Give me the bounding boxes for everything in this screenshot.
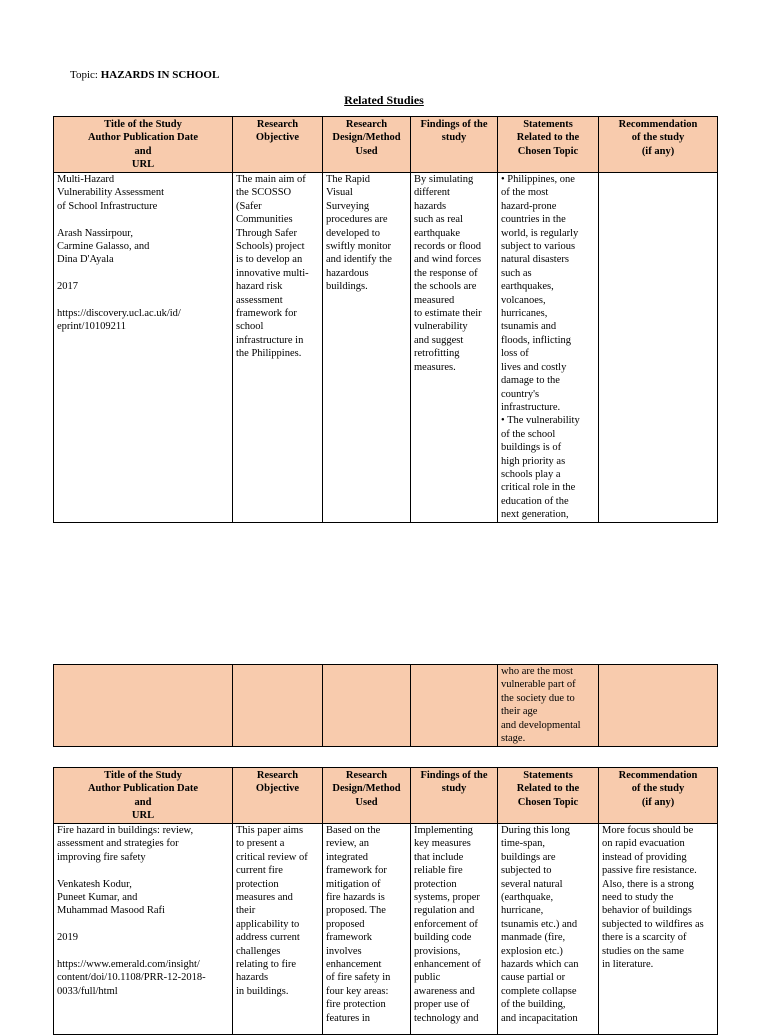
study2-findings-cell: Implementing key measures that include reliable fire protection systems, proper regulation and enforcement of building code provisions, enhancement of public awareness and proper use of technology and xyxy=(411,824,498,1035)
table-header-row xyxy=(54,768,718,824)
section-heading: Related Studies xyxy=(344,93,424,107)
study2-recommendation-cell: More focus should be on rapid evacuation instead of providing passive fire resistance. Also, there is a strong need to study the behavior of buildings subjected to wildfires as there is a scarcity of studies on the same in literature. xyxy=(599,824,718,1035)
topic-value: HAZARDS IN SCHOOL xyxy=(100,69,220,81)
table-row xyxy=(54,824,718,1035)
topic-line xyxy=(70,69,219,81)
continuation-empty-cell xyxy=(599,665,718,747)
table-row xyxy=(54,665,718,747)
study2-objective-cell: This paper aims to present a critical review of current fire protection measures and their applicability to address current challenges relating to fire hazards in buildings. xyxy=(233,824,323,1035)
header-recommendation: Recommendation of the study (if any) xyxy=(599,117,718,173)
continuation-empty-cell xyxy=(411,665,498,747)
study1-recommendation-cell xyxy=(599,173,718,523)
header-objective: Research Objective xyxy=(233,768,323,824)
study2-design-cell: Based on the review, an integrated framework for mitigation of fire hazards is proposed. The proposed framework involves enhancement of fire safety in four key areas: fire protection features in xyxy=(323,824,411,1035)
study2-title-cell: Fire hazard in buildings: review, assessment and strategies for improving fire safety Venkatesh Kodur, Puneet Kumar, and Muhammad Masood Rafi 2019 https://www.emerald.com/insight/ content/doi/10.1108/PRR-12-2018- 0033/full/html xyxy=(54,824,233,1035)
study1-objective-cell: The main aim of the SCOSSO (Safer Communities Through Safer Schools) project is to develop an innovative multi- hazard risk assessment framework for school infrastructure in the Philippines. xyxy=(233,173,323,523)
header-statements: Statements Related to the Chosen Topic xyxy=(498,768,599,824)
header-title: Title of the Study Author Publication Date and URL xyxy=(54,768,233,824)
continuation-empty-cell xyxy=(54,665,233,747)
continuation-empty-cell xyxy=(233,665,323,747)
header-findings: Findings of the study xyxy=(411,768,498,824)
study1-title-cell: Multi-Hazard Vulnerability Assessment of School Infrastructure Arash Nassirpour, Carmine Galasso, and Dina D'Ayala 2017 https://discovery.ucl.ac.uk/id/ eprint/10109211 xyxy=(54,173,233,523)
related-studies-table-1 xyxy=(53,116,718,523)
header-title: Title of the Study Author Publication Date and URL xyxy=(54,117,233,173)
study2-statements-cell: During this long time-span, buildings are subjected to several natural (earthquake, hurricane, tsunamis etc.) and manmade (fire, explosion etc.) hazards which can cause partial or complete collapse of the building, and incapacitation xyxy=(498,824,599,1035)
table-row xyxy=(54,173,718,523)
header-design: Research Design/Method Used xyxy=(323,117,411,173)
study1-statements-continued-cell: who are the most vulnerable part of the society due to their age and developmental stage. xyxy=(498,665,599,747)
header-objective: Research Objective xyxy=(233,117,323,173)
header-design: Research Design/Method Used xyxy=(323,768,411,824)
study1-findings-cell: By simulating different hazards such as real earthquake records or flood and wind forces the response of the schools are measured to estimate their vulnerability and suggest retrofitting measures. xyxy=(411,173,498,523)
header-findings: Findings of the study xyxy=(411,117,498,173)
topic-label: Topic: xyxy=(70,69,98,81)
study1-statements-cell: • Philippines, one of the most hazard-prone countries in the world, is regularly subject to various natural disasters such as earthquakes, volcanoes, hurricanes, tsunamis and floods, inflicting loss of lives and costly damage to the country's infrastructure. • The vulnerability of the school buildings is of high priority as schools play a critical role in the education of the next generation, xyxy=(498,173,599,523)
continuation-empty-cell xyxy=(323,665,411,747)
related-studies-table-continuation xyxy=(53,664,718,747)
related-studies-table-2 xyxy=(53,767,718,1035)
header-statements: Statements Related to the Chosen Topic xyxy=(498,117,599,173)
table-header-row xyxy=(54,117,718,173)
study1-design-cell: The Rapid Visual Surveying procedures are developed to swiftly monitor and identify the hazardous buildings. xyxy=(323,173,411,523)
header-recommendation: Recommendation of the study (if any) xyxy=(599,768,718,824)
